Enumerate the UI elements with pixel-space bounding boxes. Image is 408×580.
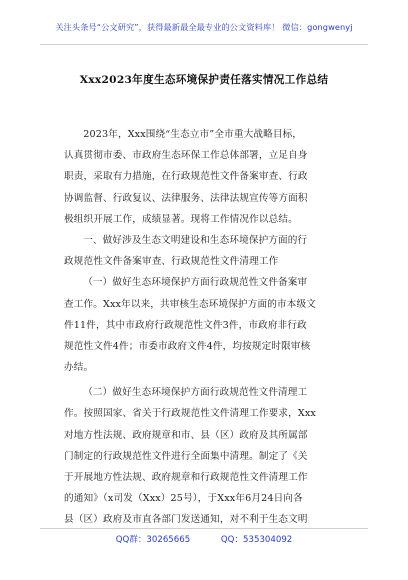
footer-qq-group: QQ群：30265665 [115,535,191,545]
footer-contact [0,533,408,545]
body-line: 作。按照国家、省关于行政规范性文件清理工作要求，Xxx [64,408,316,420]
body-line: 职责，采取有力措施，在行政规范性文件备案审查、行政 [64,171,308,183]
body-line: 查工作。Xxx年以来，共审核生态环境保护方面的市本级文 [64,298,316,310]
body-line: 对地方性法规、政府规章和市、县（区）政府及其所属部 [64,429,308,441]
header-note: 关注头条号“公文研究”，获得最新最全最专业的公文资料库！ 微信：gongwenyj [55,22,353,32]
body-line: 办结。 [64,362,94,374]
body-line: 认真贯彻市委、市政府生态环保工作总体部署，立足自身 [64,150,308,162]
section-heading-line: 一、做好涉及生态文明建设和生态环境保护方面的行 [83,234,308,246]
body-line: 规范性文件4件；市委市政府文件4件，均按规定时限审核 [64,340,311,352]
body-line: 极组织开展工作，成绩显著。现将工作情况作以总结。 [64,213,298,225]
body-line: 的通知》（x司发（Xxx）25号），于Xxx年6月24日向各 [64,493,303,505]
body-line: （二）做好生态环境保护方面行政规范性文件清理工 [83,387,308,399]
body-line: （一）做好生态环境保护方面行政规范性文件备案审 [83,277,308,289]
document-title: Xxx2023年度生态环境保护责任落实情况工作总结 [79,74,329,86]
footer-divider [40,528,368,529]
footer-qq-number: QQ：535304092 [220,535,293,545]
body-line: 2023年，Xxx围绕“生态立市”全市重大战略目标， [83,129,303,140]
body-line: 于开展地方性法规、政府规章和行政规范性文件清理工作 [64,472,308,483]
header-divider [40,44,368,45]
body-line: 门制定的行政规范性文件进行全面集中清理。制定了《关 [64,450,308,462]
body-line: 县（区）政府及市直各部门发送通知，对不利于生态文明 [64,514,308,526]
body-line: 件11件，其中市政府行政规范性文件3件，市政府非行政 [64,319,307,331]
body-line: 协调监督、行政复议、法律服务、法律法规宣传等方面积 [64,192,308,204]
section-heading-line: 政规范性文件备案审查、行政规范性文件清理工作 [64,256,279,268]
document-body [64,124,352,531]
